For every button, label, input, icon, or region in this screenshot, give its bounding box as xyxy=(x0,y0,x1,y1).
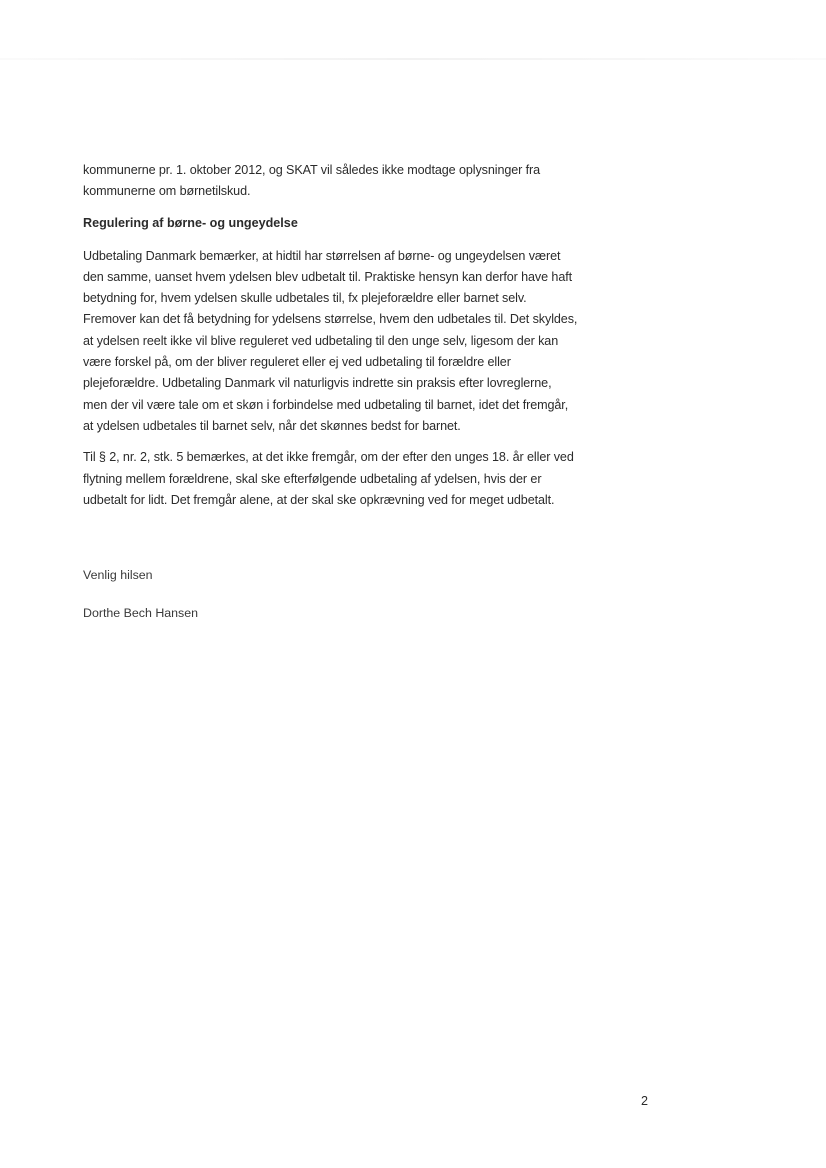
paragraph-line: at ydelsen reelt ikke vil blive reguleret ved udbetaling til den unge selv, ligesom der kan xyxy=(83,333,559,348)
section-heading: Regulering af børne- og ungeydelse xyxy=(83,215,298,230)
letter-body xyxy=(83,160,643,521)
signature-name: Dorthe Bech Hansen xyxy=(83,606,199,620)
paragraph-line: den samme, uanset hvem ydelsen blev udbetalt til. Praktiske hensyn kan derfor have haft xyxy=(83,269,573,284)
scan-artifact-band xyxy=(0,58,826,60)
paragraph-line: Udbetaling Danmark bemærker, at hidtil har størrelsen af børne- og ungeydelsen været xyxy=(83,248,561,263)
paragraph-line: at ydelsen udbetales til barnet selv, når det skønnes bedst for barnet. xyxy=(83,418,461,433)
closing-greeting: Venlig hilsen xyxy=(83,568,153,582)
paragraph-line: Fremover kan det få betydning for ydelsens størrelse, hvem den udbetales til. Det skyldes, xyxy=(83,312,578,327)
intro-line: kommunerne pr. 1. oktober 2012, og SKAT vil således ikke modtage oplysninger fra xyxy=(83,163,541,177)
paragraph-line: Til § 2, nr. 2, stk. 5 bemærkes, at det ikke fremgår, om der efter den unges 18. år eller ved xyxy=(83,450,574,465)
paragraph-line: men der vil være tale om et skøn i forbindelse med udbetaling til barnet, idet det fremgår, xyxy=(83,397,569,412)
paragraph-line: være forskel på, om der bliver reguleret eller ej ved udbetaling til forældre eller xyxy=(83,355,511,370)
paragraph-paragraf-2 xyxy=(83,447,643,511)
intro-paragraph xyxy=(83,160,643,203)
paragraph-line: udbetalt for lidt. Det fremgår alene, at der skal ske opkrævning ved for meget udbetalt. xyxy=(83,492,555,507)
intro-line: kommunerne om børnetilskud. xyxy=(83,184,251,199)
paragraph-line: flytning mellem forældrene, skal ske efterfølgende udbetaling af ydelsen, hvis der er xyxy=(83,471,542,486)
page-number: 2 xyxy=(641,1094,649,1108)
paragraph-regulering xyxy=(83,246,643,438)
paragraph-line: betydning for, hvem ydelsen skulle udbetales til, fx plejeforældre eller barnet selv. xyxy=(83,291,527,306)
paragraph-line: plejeforældre. Udbetaling Danmark vil naturligvis indrette sin praksis efter lovreglerne, xyxy=(83,376,552,391)
